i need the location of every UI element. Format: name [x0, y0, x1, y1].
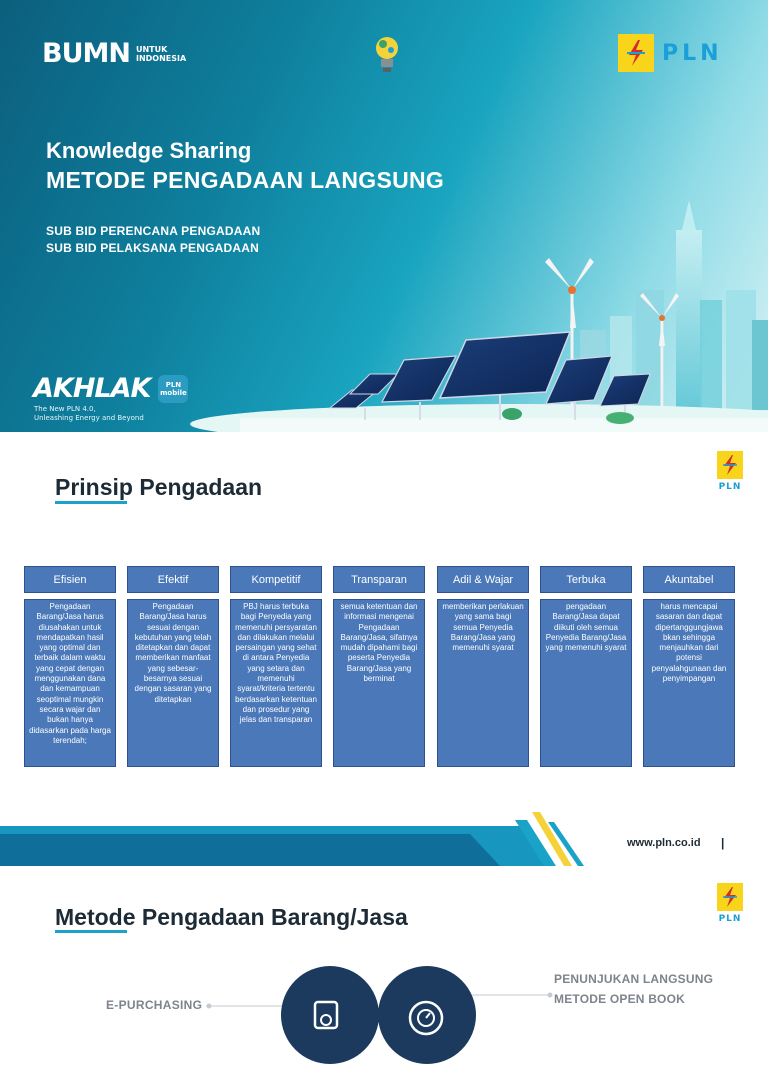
akhlak-logo: AKHLAK PLN mobile — [33, 373, 187, 404]
footer-separator: | — [721, 836, 725, 850]
principle-description: pengadaan Barang/Jasa dapat diikuti oleh semua Penyedia Barang/Jasa yang memenuhi syarat — [540, 599, 632, 767]
connector-line — [206, 1003, 284, 1009]
title-underline — [55, 930, 127, 933]
principle-kompetitif — [230, 566, 322, 767]
principle-description: Pengadaan Barang/Jasa harus diusahakan untuk mendapatkan hasil yang optimal dan terbaik dalam waktu yang cepat dengan menggunakan dana dan kemampuan seoptimal mungkin secara wajar dan bukan hanya didasarkan pada harga terendah; — [24, 599, 116, 767]
bumn-logo: BUMN UNTUK INDONESIA — [42, 38, 187, 69]
lightbulb-icon — [372, 32, 402, 78]
method-open-book-label: METODE OPEN BOOK — [554, 992, 685, 1006]
pln-logo: PLN — [618, 34, 723, 72]
open-book-circle[interactable] — [378, 966, 476, 1064]
timer-icon — [378, 966, 476, 1064]
principle-name: Adil & Wajar — [437, 566, 529, 593]
tagline: The New PLN 4.0, Unleashing Energy and Beyond — [34, 405, 144, 422]
principle-akuntabel — [643, 566, 735, 767]
pln-logo-small: PLN — [717, 451, 743, 492]
principle-description: PBJ harus terbuka bagi Penyedia yang memenuhi persyaratan dan dilakukan melalui persaingan yang sehat di antara Penyedia yang setara dan memenuhi syarat/kriteria tertentu berdasarkan ketentuan dan prosedur yang jelas dan transparan — [230, 599, 322, 767]
department-1: SUB BID PERENCANA PENGADAAN — [46, 224, 261, 238]
lightning-icon — [717, 883, 743, 911]
principle-name: Efisien — [24, 566, 116, 593]
method-penunjukan-langsung-label: PENUNJUKAN LANGSUNG — [554, 972, 714, 986]
principle-efektif — [127, 566, 219, 767]
lightning-icon — [717, 451, 743, 479]
principle-description: harus mencapai sasaran dan dapat dipertanggungjawa bkan sehingga menjauhkan dari potensi penyalahgunaan dan penyimpangan — [643, 599, 735, 767]
principle-description: semua ketentuan dan informasi mengenai Pengadaan Barang/Jasa, sifatnya mudah dipahami bagi peserta Penyedia Barang/Jasa yang berminat — [333, 599, 425, 767]
principle-name: Efektif — [127, 566, 219, 593]
page-title: Metode Pengadaan Barang/Jasa — [55, 904, 408, 930]
e-purchasing-circle[interactable] — [281, 966, 379, 1064]
lightning-icon — [618, 34, 654, 72]
principle-description: memberikan perlakuan yang sama bagi semua Penyedia Barang/Jasa yang memenuhi syarat — [437, 599, 529, 767]
cart-icon — [281, 966, 379, 1064]
page-title: Prinsip Pengadaan — [55, 474, 263, 500]
connector-line — [470, 992, 554, 998]
cover-slide — [0, 0, 768, 432]
principle-name: Kompetitif — [230, 566, 322, 593]
cover-subtitle: Knowledge Sharing — [46, 138, 252, 163]
principle-description: Pengadaan Barang/Jasa harus sesuai dengan kebutuhan yang telah ditetapkan dan dapat memberikan manfaat yang sebesar-besarnya sesuai dengan sasaran yang ditetapkan — [127, 599, 219, 767]
principle-adil-wajar — [437, 566, 529, 767]
principle-name: Terbuka — [540, 566, 632, 593]
department-2: SUB BID PELAKSANA PENGADAAN — [46, 241, 259, 255]
cover-title: METODE PENGADAAN LANGSUNG — [46, 167, 445, 193]
principle-efisien — [24, 566, 116, 767]
method-e-purchasing-label: E-PURCHASING — [106, 998, 203, 1012]
title-underline — [55, 501, 127, 504]
principle-name: Transparan — [333, 566, 425, 593]
principle-transparan — [333, 566, 425, 767]
principle-name: Akuntabel — [643, 566, 735, 593]
pln-mobile-badge: PLN mobile — [158, 375, 188, 403]
pln-logo-small: PLN — [717, 883, 743, 924]
principle-terbuka — [540, 566, 632, 767]
website-link[interactable]: www.pln.co.id — [627, 837, 701, 849]
